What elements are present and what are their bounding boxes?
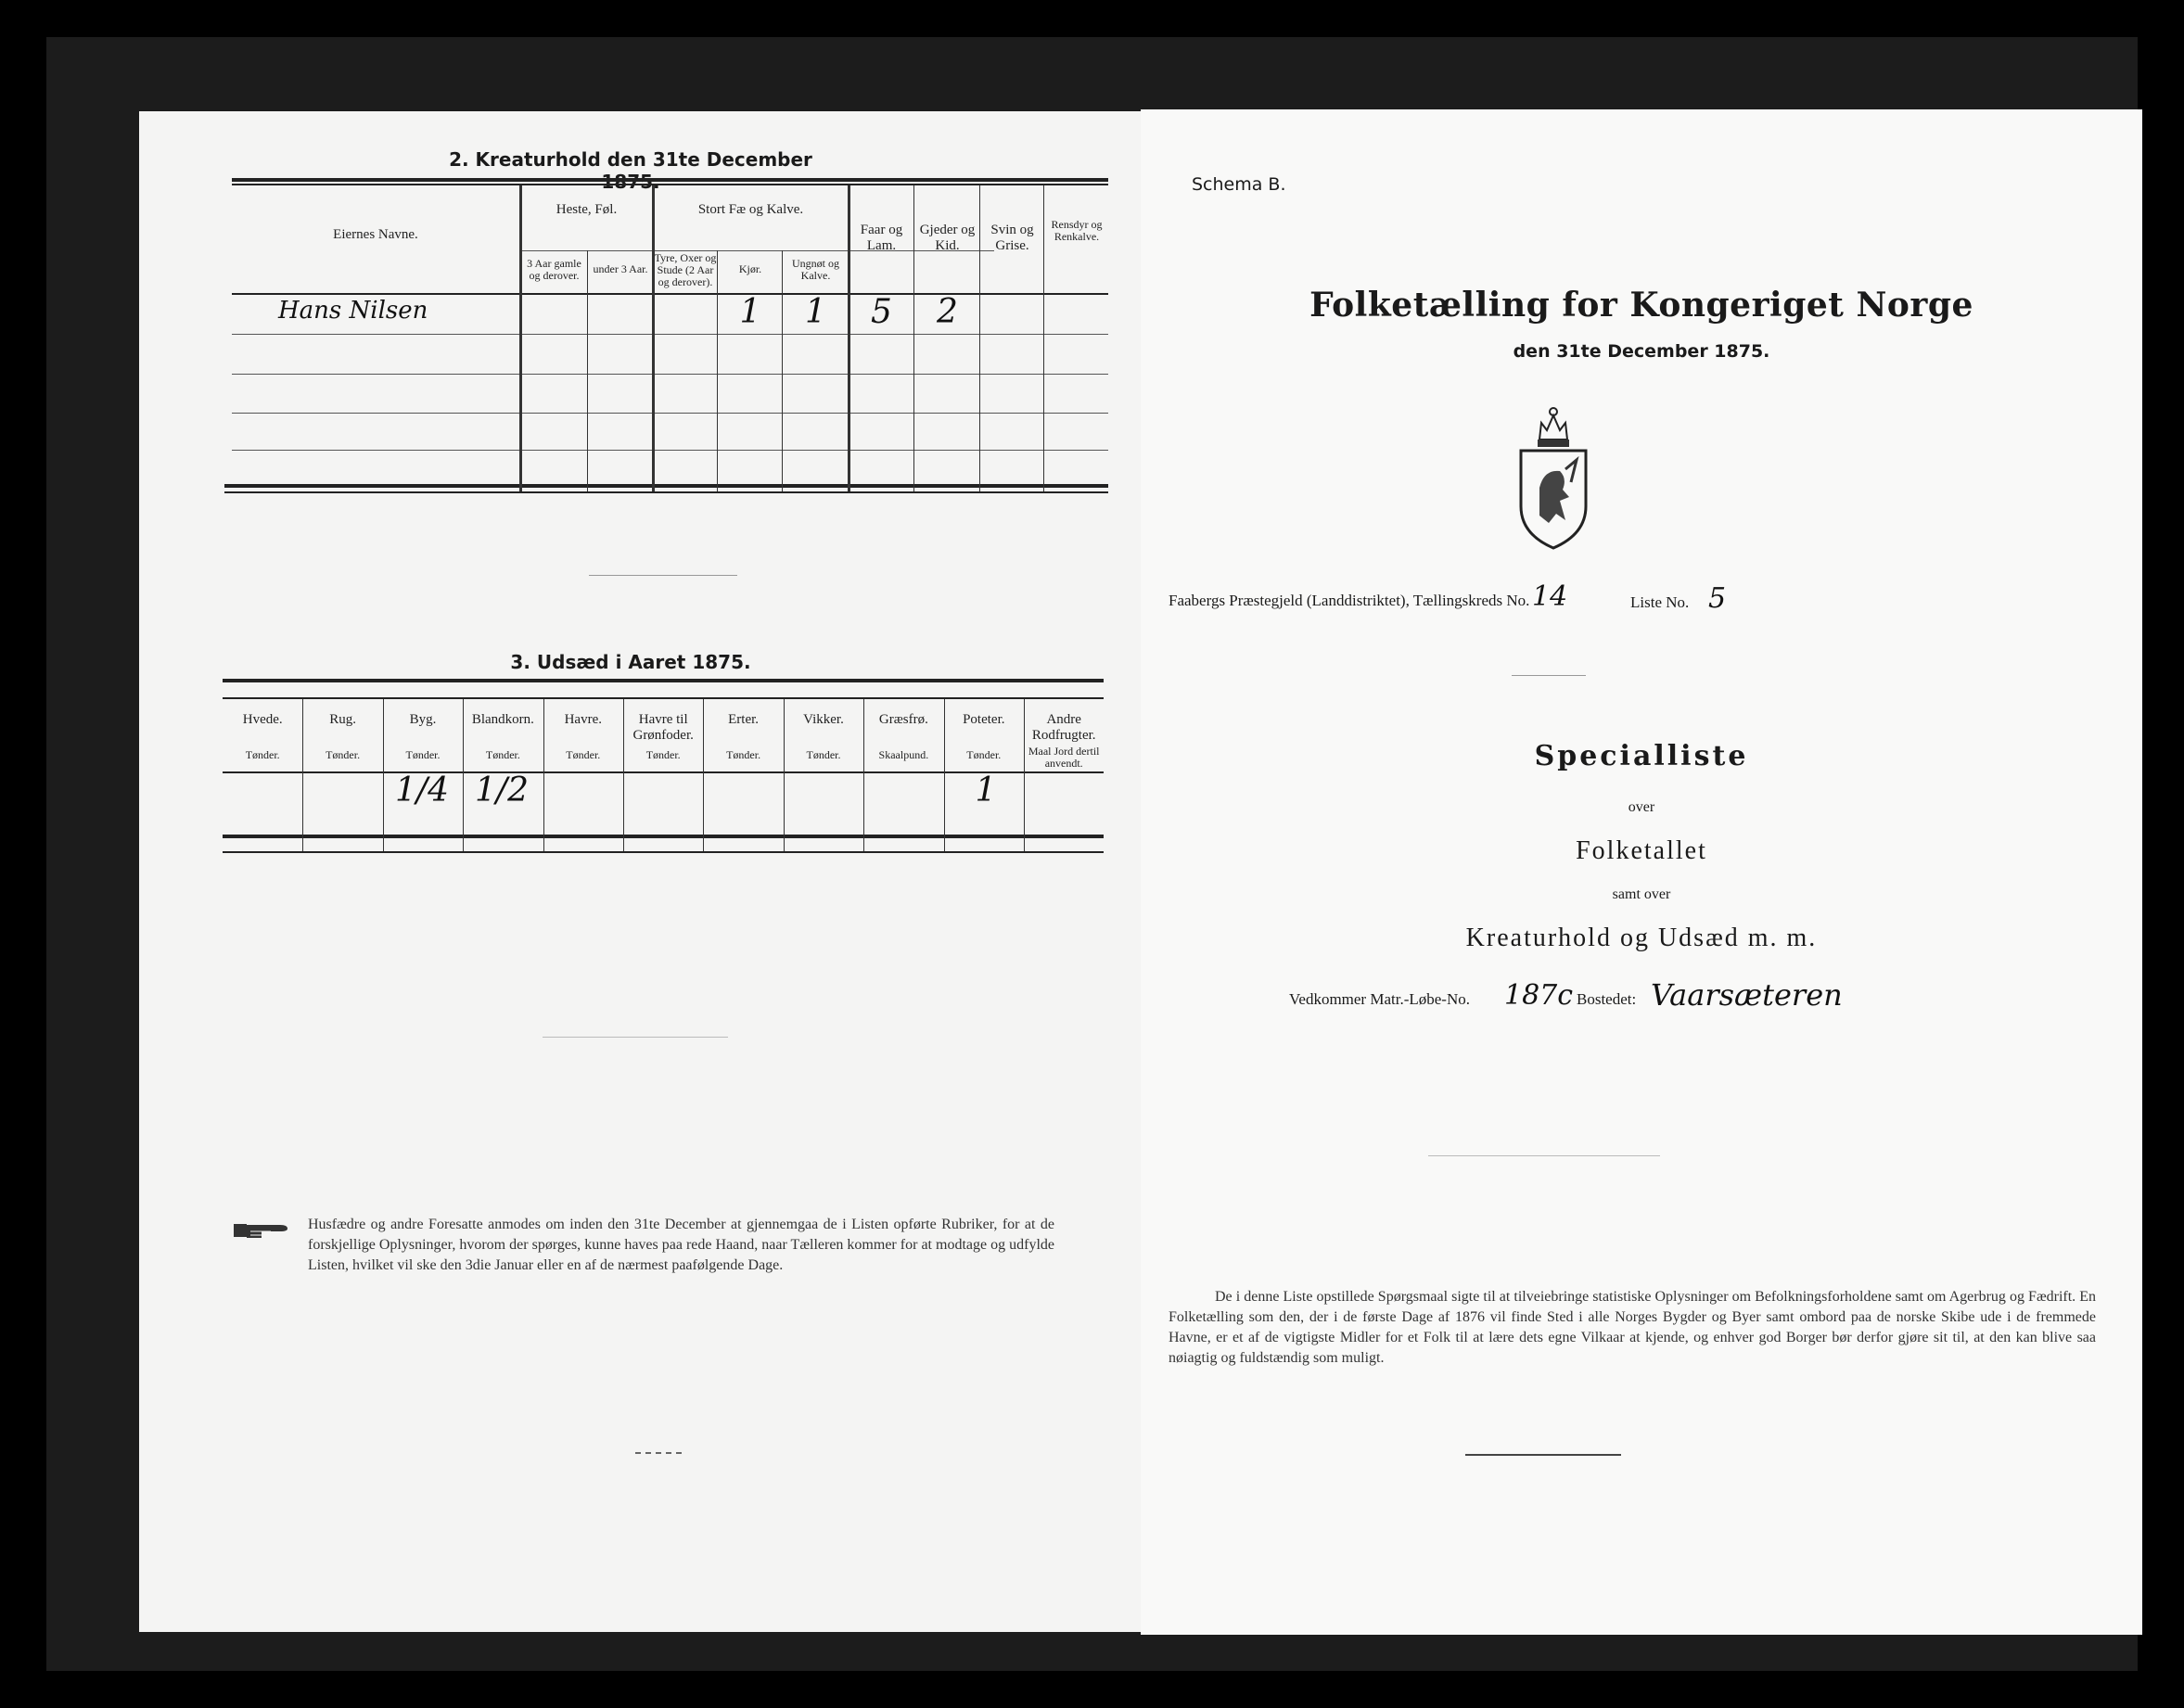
schema-label: Schema B. — [1192, 174, 1286, 195]
samt-over-text: samt over — [1612, 886, 1671, 902]
seed-header-unit: Tønder. — [485, 748, 520, 761]
specialliste-title: Specialliste — [1534, 740, 1749, 772]
right-page — [1141, 109, 2142, 1635]
col-divider — [652, 185, 655, 491]
young-cattle-cell: 1 — [805, 293, 826, 331]
seed-header-name: Havre til Grønfoder. — [632, 712, 694, 743]
sheep-cell: 5 — [871, 293, 892, 331]
table-bottom-rule-2 — [224, 491, 1108, 493]
header-pigs: Svin og Grise. — [990, 223, 1034, 253]
header-reindeer: Rensdyr og Renkalve. — [1051, 218, 1103, 243]
seed-table-top-rule-2 — [223, 697, 1104, 699]
seed-header-name: Andre Rodfrugter. — [1031, 712, 1096, 743]
liste-label: Liste No. — [1630, 593, 1690, 611]
col-divider — [519, 185, 522, 491]
separator — [635, 1452, 682, 1454]
seed-header-name: Erter. — [728, 712, 760, 727]
main-title: Folketælling for Kongeriget Norge — [1309, 286, 1973, 325]
header-horses-under3: under 3 Aar. — [593, 262, 648, 275]
header-goats: Gjeder og Kid. — [919, 223, 976, 253]
seed-header-name: Byg. — [409, 712, 437, 727]
seed-header-unit: Tønder. — [806, 748, 841, 761]
seed-header-name: Græsfrø. — [878, 712, 928, 727]
seed-header-unit: Tønder. — [245, 748, 280, 761]
separator — [589, 575, 737, 576]
seed-header-unit: Tønder. — [326, 748, 361, 761]
row-rule — [232, 450, 1108, 451]
matr-label: Vedkommer Matr.-Løbe-No. — [1289, 990, 1470, 1008]
col-divider — [782, 250, 783, 491]
header-horses: Heste, Føl. — [556, 202, 618, 217]
header-young-cattle: Ungnøt og Kalve. — [792, 257, 839, 282]
header-owner-name: Eiernes Navne. — [333, 227, 418, 242]
blandkorn-cell: 1/2 — [475, 771, 529, 809]
date-line: den 31te December 1875. — [1513, 341, 1770, 362]
bosted-label: Bostedet: — [1577, 990, 1637, 1008]
table-top-rule — [232, 178, 1108, 182]
separator — [1428, 1155, 1660, 1156]
pointing-hand-icon — [234, 1220, 289, 1241]
info-paragraph: De i denne Liste opstillede Spørgsmaal sigte til at tilveiebringe statistiske Oplysninger om Befolkningsforholdene samt om Agerbrug og Fædrift. En Folketælling som den, der i de første Dage af 1876 vil finde Sted i alle Norges Bygder og Byer samt ombord paa de norske Skibe ude i de fremmede Havne, er et af de vigtigste Midler for et Folk til at lære dets egne Vilkaar at kjende, og enhver god Borger bør derfor gjøre sit til, at den kan blive saa nøiagtig og fuldstændig som muligt. — [1169, 1289, 2096, 1366]
district-label: Faabergs Præstegjeld (Landdistriktet), Tællingskreds No. — [1169, 592, 1530, 609]
seed-table-bottom-rule — [223, 835, 1104, 838]
section2-title: 2. Kreaturhold den 31te December 1875. — [449, 148, 812, 193]
seed-header-unit: Tønder. — [966, 748, 1002, 761]
kreaturhold-title: Kreaturhold og Udsæd m. m. — [1465, 924, 1818, 952]
matr-value: 187c — [1504, 979, 1574, 1012]
col-divider — [587, 250, 588, 491]
seed-header-unit: Tønder. — [566, 748, 601, 761]
seed-header-unit: Tønder. — [645, 748, 681, 761]
table-bottom-rule — [224, 484, 1108, 488]
header-sheep: Faar og Lam. — [860, 223, 903, 253]
separator — [1465, 1454, 1621, 1456]
separator — [543, 1037, 728, 1038]
seed-header-name: Hvede. — [242, 712, 283, 727]
separator — [1512, 675, 1586, 676]
norwegian-coat-of-arms-icon — [1512, 404, 1595, 553]
row-rule — [232, 374, 1108, 375]
table-top-rule-2 — [232, 184, 1108, 185]
seed-header-name: Vikker. — [803, 712, 844, 727]
col-divider — [913, 185, 914, 491]
header-bulls: Tyre, Oxer og Stude (2 Aar og derover). — [654, 251, 717, 288]
seed-header-name: Rug. — [329, 712, 356, 727]
col-divider — [979, 185, 980, 491]
seed-table-bottom-rule-2 — [223, 851, 1104, 853]
header-horses-3yr: 3 Aar gamle og derover. — [527, 257, 581, 282]
col-divider — [717, 250, 718, 491]
header-cows: Kjør. — [738, 262, 762, 275]
seed-header-name: Poteter. — [963, 712, 1005, 727]
left-page — [139, 111, 1145, 1632]
poteter-cell: 1 — [975, 771, 997, 809]
seed-table-top-rule — [223, 679, 1104, 682]
seed-header-unit: Tønder. — [405, 748, 441, 761]
col-divider — [1043, 185, 1044, 491]
bosted-value: Vaarsæteren — [1651, 977, 1843, 1013]
byg-cell: 1/4 — [395, 771, 449, 809]
row-rule — [232, 334, 1108, 335]
seed-header-unit: Tønder. — [726, 748, 761, 761]
seed-header-name: Blandkorn. — [471, 712, 534, 727]
cows-cell: 1 — [739, 293, 761, 331]
notice-text: Husfædre og andre Foresatte anmodes om inden den 31te December at gjennemgaa de i Listen opførte Rubriker, for at de forskjellige Oplysninger, hvorom der spørges, kunne haves paa rede Haand, naar Tælleren kommer for at modtage og udfylde Listen, hvilket vil ske den 3die Januar eller en af de nærmest paafølgende Dage. — [308, 1217, 1054, 1273]
liste-no-value: 5 — [1708, 582, 1727, 615]
goats-cell: 2 — [937, 293, 958, 331]
section3-title: 3. Udsæd i Aaret 1875. — [510, 651, 751, 673]
seed-header-unit: Skaalpund. — [878, 748, 929, 761]
over-text: over — [1628, 799, 1655, 815]
folketallet-title: Folketallet — [1576, 836, 1707, 865]
district-no-value: 14 — [1532, 580, 1568, 613]
header-cattle: Stort Fæ og Kalve. — [697, 202, 804, 217]
seed-header-name: Havre. — [564, 712, 602, 727]
seed-header-unit: Maal Jord dertil anvendt. — [1028, 745, 1100, 770]
row-rule — [232, 413, 1108, 414]
owner-name-cell: Hans Nilsen — [278, 297, 428, 325]
